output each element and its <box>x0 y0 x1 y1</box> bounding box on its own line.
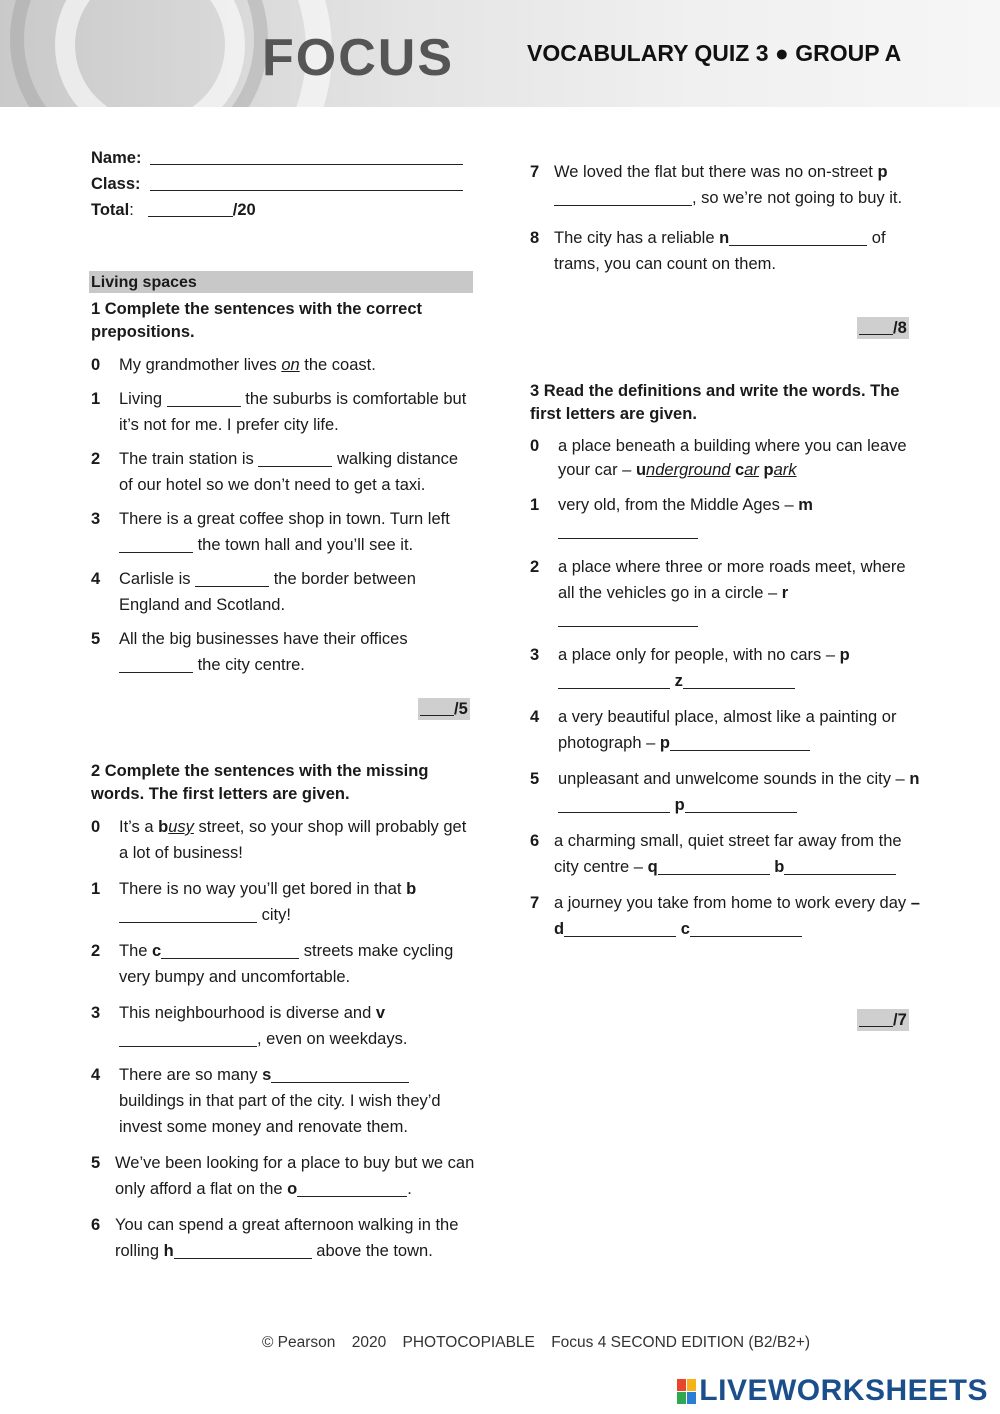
total-label: Total <box>91 201 130 219</box>
header-decoration <box>55 0 245 107</box>
score-input[interactable] <box>859 1011 893 1027</box>
item-text: the coast. <box>299 356 376 374</box>
first-letter: p <box>839 646 850 664</box>
item-text: We loved the flat but there was no on-street <box>554 163 878 181</box>
item-text: The city has a reliable <box>554 229 720 247</box>
item-text: It’s a <box>119 818 159 836</box>
item-text: We’ve been looking for a place to buy but we can only afford a flat on the <box>115 1154 475 1198</box>
item-text: the city centre. <box>193 656 305 674</box>
item-text: unpleasant and unwelcome sounds in the city – <box>558 770 905 788</box>
first-letter: p <box>763 461 774 479</box>
item-dash: – <box>906 894 920 912</box>
question-item <box>91 626 476 678</box>
item-text: a journey you take from home to work every day <box>554 894 907 912</box>
footer-edition: Focus 4 SECOND EDITION (B2/B2+) <box>551 1334 811 1351</box>
item-text: very old, from the Middle Ages – <box>558 496 794 514</box>
question-item <box>91 1150 476 1202</box>
answer-blank[interactable] <box>554 188 692 206</box>
name-input[interactable] <box>150 150 463 165</box>
item-number: 5 <box>91 630 101 648</box>
question-item <box>91 1062 476 1140</box>
item-text: The <box>119 942 153 960</box>
item-number: 4 <box>91 570 101 588</box>
item-number: 2 <box>91 942 101 960</box>
answer-blank[interactable] <box>683 671 795 689</box>
item-number: 7 <box>530 894 540 912</box>
question-item <box>91 386 476 438</box>
score-max: /5 <box>454 700 468 718</box>
question-item <box>91 938 476 990</box>
answer-blank[interactable] <box>174 1241 312 1259</box>
item-number: 3 <box>91 510 101 528</box>
item-text: a charming small, quiet street far away from the city centre – <box>554 832 902 876</box>
answer-blank[interactable] <box>658 857 770 875</box>
answer-blank[interactable] <box>670 733 810 751</box>
item-text: the suburbs is comfortable but it’s not for me. I prefer city life. <box>119 390 467 434</box>
item-number: 1 <box>530 496 540 514</box>
answer-blank[interactable] <box>119 1029 257 1047</box>
score-max: /7 <box>893 1011 907 1029</box>
item-text: All the big businesses have their offices <box>119 630 408 648</box>
item-text: a place where three or more roads meet, where all the vehicles go in a circle – <box>558 558 906 602</box>
exercise-2 <box>91 760 476 1264</box>
question-item <box>530 704 922 756</box>
page-header <box>0 0 1000 107</box>
exercise-2-score <box>857 317 909 339</box>
first-letter: c <box>735 461 745 479</box>
answer-blank[interactable] <box>558 521 698 539</box>
liveworksheets-icon <box>677 1379 696 1404</box>
item-text: a place only for people, with no cars – <box>558 646 835 664</box>
answer-blank[interactable] <box>690 919 802 937</box>
question-item <box>91 506 476 558</box>
item-number: 0 <box>530 437 540 455</box>
total-max: /20 <box>232 201 256 219</box>
name-label: Name: <box>91 149 142 167</box>
total-input[interactable] <box>148 202 233 217</box>
item-text: the border between England and Scotland. <box>119 570 416 614</box>
exercise-3 <box>530 380 922 942</box>
item-number: 2 <box>530 558 540 576</box>
question-item <box>91 1000 476 1052</box>
item-text: a very beautiful place, almost like a painting or photograph – <box>558 708 897 752</box>
item-number: 0 <box>91 356 101 374</box>
answer-blank[interactable] <box>685 795 797 813</box>
class-label: Class: <box>91 175 141 193</box>
item-text: This neighbourhood is diverse and <box>119 1004 376 1022</box>
footer-copyright: © Pearson <box>261 1334 336 1351</box>
example-answer: ar <box>744 461 759 479</box>
first-letter: p <box>659 734 670 752</box>
answer-blank[interactable] <box>558 671 670 689</box>
first-letter: d <box>554 920 565 938</box>
first-letter: h <box>163 1242 174 1260</box>
exercise-1-score <box>418 698 470 720</box>
exercise-2-title: 2 Complete the sentences with the missing words. The first letters are given. <box>91 762 429 803</box>
item-text: The train station is <box>119 450 259 468</box>
answer-blank[interactable] <box>558 795 670 813</box>
item-number: 6 <box>530 832 540 850</box>
answer-blank[interactable] <box>784 857 896 875</box>
example-item <box>91 814 476 866</box>
exercise-1 <box>91 298 476 678</box>
item-text: My grandmother lives <box>119 356 282 374</box>
example-item <box>530 434 922 482</box>
item-text: You can spend a great afternoon walking in the rolling <box>115 1216 459 1260</box>
item-number: 5 <box>530 770 540 788</box>
section-heading: Living spaces <box>89 271 473 293</box>
first-letter: n <box>909 770 920 788</box>
question-item <box>91 876 476 928</box>
first-letter: r <box>781 584 789 602</box>
item-text: , so we’re not going to buy it. <box>692 189 903 207</box>
first-letter: v <box>375 1004 386 1022</box>
answer-blank[interactable] <box>258 449 332 467</box>
answer-blank[interactable] <box>119 535 193 553</box>
item-text: Carlisle is <box>119 570 196 588</box>
quiz-title: VOCABULARY QUIZ 3 ● GROUP A <box>527 40 902 66</box>
first-letter: n <box>719 229 730 247</box>
example-answer: usy <box>168 818 194 836</box>
exercise-1-title: 1 Complete the sentences with the correct prepositions. <box>91 300 423 341</box>
item-number: 1 <box>91 390 101 408</box>
first-letter: p <box>877 163 888 181</box>
item-number: 1 <box>91 880 101 898</box>
question-item <box>530 492 922 544</box>
focus-logo: FOCUS <box>262 29 454 87</box>
exercise-3-score <box>857 1009 909 1031</box>
first-letter: q <box>647 858 658 876</box>
question-item <box>91 446 476 498</box>
footer-year: 2020 <box>351 1334 387 1351</box>
example-answer: ark <box>773 461 797 479</box>
item-number: 4 <box>91 1066 101 1084</box>
example-item <box>91 352 476 378</box>
answer-blank[interactable] <box>564 919 676 937</box>
item-text: above the town. <box>311 1242 433 1260</box>
item-text: buildings in that part of the city. I wish they’d invest some money and renovate them. <box>119 1092 441 1136</box>
question-item <box>530 225 915 277</box>
item-number: 5 <box>91 1154 101 1172</box>
question-item <box>530 642 922 694</box>
item-text: of trams, you can count on them. <box>554 229 886 273</box>
item-text: There is no way you’ll get bored in that <box>119 880 407 898</box>
exercise-2-continued <box>530 159 915 277</box>
liveworksheets-wordmark: LIVEWORKSHEETS <box>699 1374 988 1407</box>
item-text: There is a great coffee shop in town. Turn left <box>119 510 450 528</box>
item-number: 0 <box>91 818 101 836</box>
first-letter: b <box>774 858 785 876</box>
item-number: 3 <box>91 1004 101 1022</box>
question-item <box>530 159 915 211</box>
student-fields <box>91 145 463 223</box>
item-text: city! <box>257 906 291 924</box>
question-item <box>91 1212 476 1264</box>
total-colon: : <box>129 201 134 219</box>
score-max: /8 <box>893 319 907 337</box>
question-item <box>91 566 476 618</box>
first-letter: b <box>406 880 417 898</box>
first-letter: s <box>262 1066 272 1084</box>
example-answer: on <box>281 356 300 374</box>
answer-blank[interactable] <box>119 655 193 673</box>
first-letter: p <box>674 796 685 814</box>
item-text: Living <box>119 390 167 408</box>
answer-blank[interactable] <box>119 905 257 923</box>
first-letter: m <box>798 496 813 514</box>
answer-blank[interactable] <box>195 569 269 587</box>
item-number: 6 <box>91 1216 101 1234</box>
first-letter: z <box>674 672 683 690</box>
first-letter: c <box>680 920 690 938</box>
item-text: streets make cycling very bumpy and uncomfortable. <box>119 942 454 986</box>
question-item <box>530 554 922 632</box>
item-text: , even on weekdays. <box>257 1030 408 1048</box>
item-text: There are so many <box>119 1066 263 1084</box>
example-answer: nderground <box>646 461 731 479</box>
answer-blank[interactable] <box>297 1179 407 1197</box>
footer <box>0 1334 1000 1352</box>
item-number: 4 <box>530 708 540 726</box>
item-text: street, so your shop will probably get a lot of business! <box>119 818 467 862</box>
question-item <box>530 890 922 942</box>
exercise-3-title: 3 Read the definitions and write the words. The first letters are given. <box>530 382 900 423</box>
item-number: 2 <box>91 450 101 468</box>
answer-blank[interactable] <box>271 1065 409 1083</box>
answer-blank[interactable] <box>161 941 299 959</box>
question-item <box>530 828 922 880</box>
liveworksheets-logo <box>677 1374 988 1408</box>
score-input[interactable] <box>859 319 893 335</box>
answer-blank[interactable] <box>558 609 698 627</box>
first-letter: b <box>158 818 169 836</box>
first-letter: u <box>635 461 647 479</box>
item-number: 7 <box>530 163 540 181</box>
item-text: the town hall and you’ll see it. <box>193 536 414 554</box>
score-input[interactable] <box>420 700 454 716</box>
class-input[interactable] <box>150 176 463 191</box>
item-text: walking distance of our hotel so we don’t need to get a taxi. <box>119 450 459 494</box>
answer-blank[interactable] <box>729 228 867 246</box>
item-number: 8 <box>530 229 540 247</box>
footer-photocopiable: PHOTOCOPIABLE <box>402 1334 535 1351</box>
answer-blank[interactable] <box>167 389 241 407</box>
first-letter: o <box>287 1180 298 1198</box>
item-text: . <box>407 1180 412 1198</box>
item-number: 3 <box>530 646 540 664</box>
question-item <box>530 766 922 818</box>
first-letter: c <box>152 942 162 960</box>
item-text: a place beneath a building where you can leave your car – <box>558 437 907 479</box>
